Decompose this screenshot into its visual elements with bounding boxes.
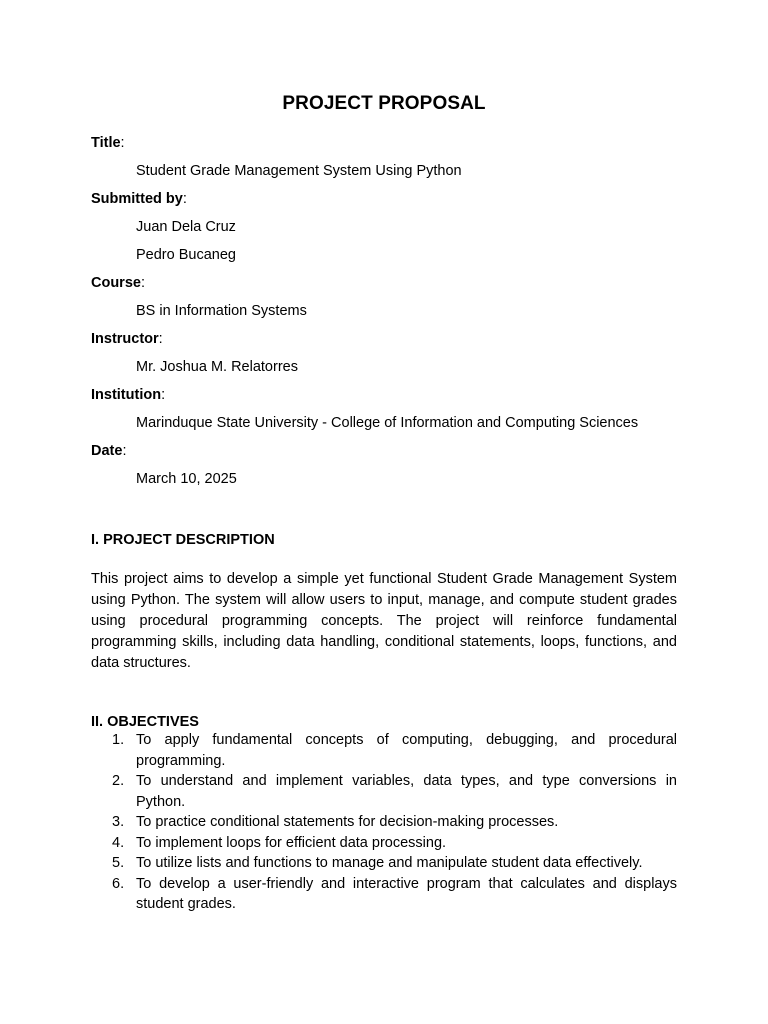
field-value-submitter-2: Pedro Bucaneg <box>136 247 236 263</box>
field-value-course: BS in Information Systems <box>136 303 307 319</box>
list-item-text: To develop a user-friendly and interactive program that calculates and displays student grades. <box>136 875 677 912</box>
section-heading-objectives: II. OBJECTIVES <box>91 714 199 730</box>
field-value-date: March 10, 2025 <box>136 471 237 487</box>
field-label-course <box>91 274 677 292</box>
label-text: Submitted by <box>91 191 183 207</box>
list-item-text: To practice conditional statements for decision-making processes. <box>136 814 559 830</box>
section-heading-description: I. PROJECT DESCRIPTION <box>91 532 275 548</box>
list-item <box>91 833 677 854</box>
list-item-number: 2. <box>112 773 125 789</box>
objectives-list <box>91 730 677 915</box>
list-item-text: To implement loops for efficient data processing. <box>136 834 447 851</box>
label-colon: : <box>122 443 127 459</box>
list-item <box>91 874 677 915</box>
description-paragraph: This project aims to develop a simple yet functional Student Grade Management System using Python. The system will allow users to input, manage, and compute student grades using procedural programming concepts. The project will reinforce fundamental programming skills, including data handling, conditional statements, loops, functions, and data structures. <box>91 571 677 671</box>
list-item-text: To utilize lists and functions to manage and manipulate student data effectively. <box>136 855 643 871</box>
list-item-text: To apply fundamental concepts of computing, debugging, and procedural programming. <box>136 732 677 769</box>
label-colon: : <box>182 191 187 207</box>
field-label-date <box>91 442 677 460</box>
field-value-instructor: Mr. Joshua M. Relatorres <box>136 359 298 375</box>
document-heading: PROJECT PROPOSAL <box>282 93 486 114</box>
field-label-title <box>91 134 677 152</box>
field-value-submitter-1: Juan Dela Cruz <box>136 219 236 235</box>
label-text: Date <box>91 443 123 459</box>
field-institution <box>91 386 677 432</box>
list-item-number: 6. <box>112 875 125 892</box>
list-item-number: 4. <box>112 834 125 851</box>
label-colon: : <box>158 331 163 347</box>
list-item-number: 5. <box>112 855 125 871</box>
label-text: Course <box>91 275 141 291</box>
field-submitted-by <box>91 190 677 264</box>
list-item-number: 3. <box>112 814 125 830</box>
field-date <box>91 442 677 488</box>
label-colon: : <box>140 275 145 291</box>
field-title <box>91 134 677 180</box>
list-item-text: To understand and implement variables, data types, and type conversions in Python. <box>136 773 677 810</box>
field-label-institution <box>91 386 677 404</box>
list-item <box>91 730 677 771</box>
field-value-institution: Marinduque State University - College of Information and Computing Sciences <box>136 415 639 431</box>
list-item <box>91 853 677 874</box>
label-text: Instructor <box>91 331 159 347</box>
field-value-title: Student Grade Management System Using Python <box>136 163 462 179</box>
list-item-number: 1. <box>112 732 125 748</box>
label-text: Institution <box>91 387 162 403</box>
field-label-instructor <box>91 330 677 348</box>
field-label-submitted-by <box>91 190 677 208</box>
list-item <box>91 812 677 833</box>
field-course <box>91 274 677 320</box>
label-colon: : <box>120 135 125 151</box>
label-colon: : <box>161 387 166 403</box>
label-text: Title <box>91 135 121 151</box>
list-item <box>91 771 677 812</box>
field-instructor <box>91 330 677 376</box>
